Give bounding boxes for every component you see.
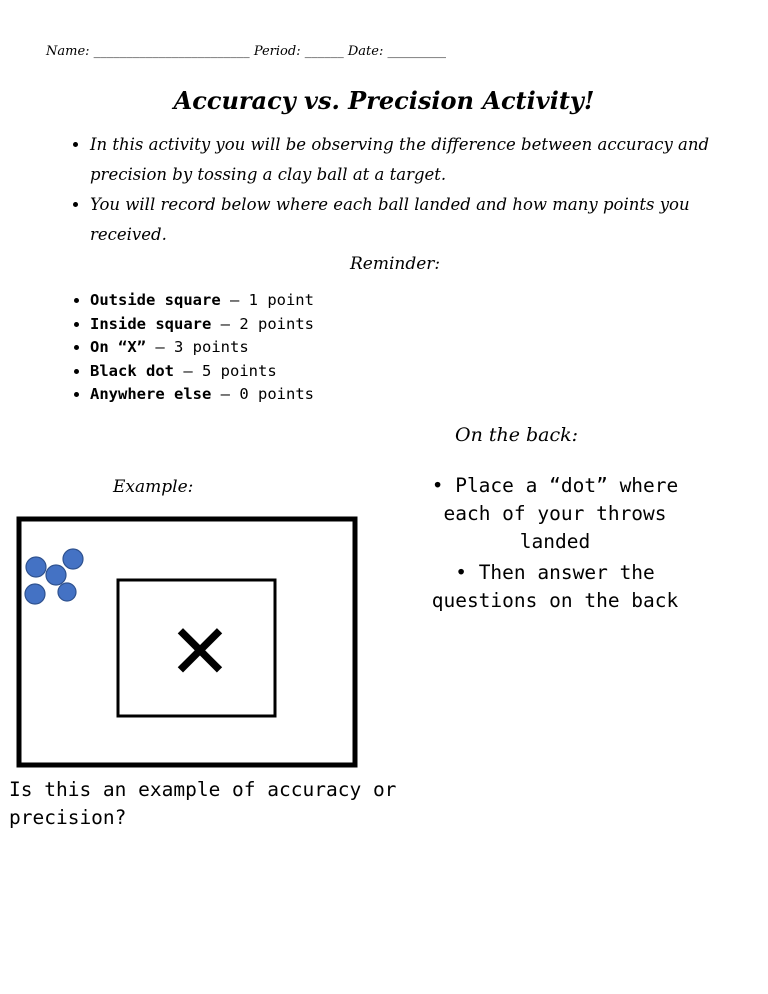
clay-dot — [63, 549, 83, 569]
back-item-text: Place a “dot” where each of your throws landed — [443, 474, 679, 553]
rule-points: – 0 points — [211, 385, 314, 403]
clay-dot — [25, 584, 45, 604]
intro-item: • In this activity you will be observing the difference between accuracy and precision by tossing a clay ball at a target. — [90, 130, 730, 190]
back-title: On the back: — [455, 424, 579, 446]
rule-item — [90, 289, 314, 313]
back-item: • Then answer the questions on the back — [431, 561, 679, 612]
target-diagram — [16, 516, 358, 768]
points-rules-list — [64, 289, 314, 407]
intro-list — [64, 130, 730, 250]
rule-target: Anywhere else — [90, 385, 212, 403]
reminder-title: Reminder: — [350, 254, 441, 274]
target-x-mark: ✕ — [168, 607, 232, 696]
rule-target: Outside square — [90, 291, 221, 309]
example-title: Example: — [113, 477, 194, 497]
rule-points: – 5 points — [174, 361, 277, 380]
rule-points: – 3 points — [146, 338, 249, 356]
rule-target: Inside square — [90, 314, 212, 333]
period-field[interactable]: ______ — [304, 44, 344, 59]
rule-item — [90, 360, 314, 384]
back-instructions — [405, 472, 705, 618]
rule-target: Black dot — [90, 361, 174, 380]
rule-item — [90, 383, 314, 407]
intro-item: • You will record below where each ball landed and how many points you received. — [90, 190, 730, 250]
clay-dots — [25, 549, 83, 604]
rule-points: – 2 points — [211, 314, 314, 333]
header-fields — [46, 44, 666, 59]
date-field[interactable]: _________ — [387, 44, 446, 59]
name-label: Name: — [46, 44, 90, 59]
example-question: Is this an example of accuracy or precision? — [9, 778, 397, 829]
rule-points: – 1 point — [220, 291, 314, 309]
rule-target: On “X” — [90, 338, 146, 356]
clay-dot — [46, 565, 66, 585]
period-label: Period: — [253, 44, 301, 59]
name-field[interactable]: ________________________ — [93, 44, 250, 59]
clay-dot — [26, 557, 46, 577]
rule-item — [90, 313, 314, 337]
date-label: Date: — [347, 44, 384, 59]
back-item: • Place a “dot” where each of your throws landed — [431, 474, 679, 553]
back-item-text: Then answer the questions on the back — [431, 561, 679, 612]
clay-dot — [58, 583, 76, 601]
rule-item — [90, 336, 314, 360]
page-title: Accuracy vs. Precision Activity! — [173, 86, 595, 115]
